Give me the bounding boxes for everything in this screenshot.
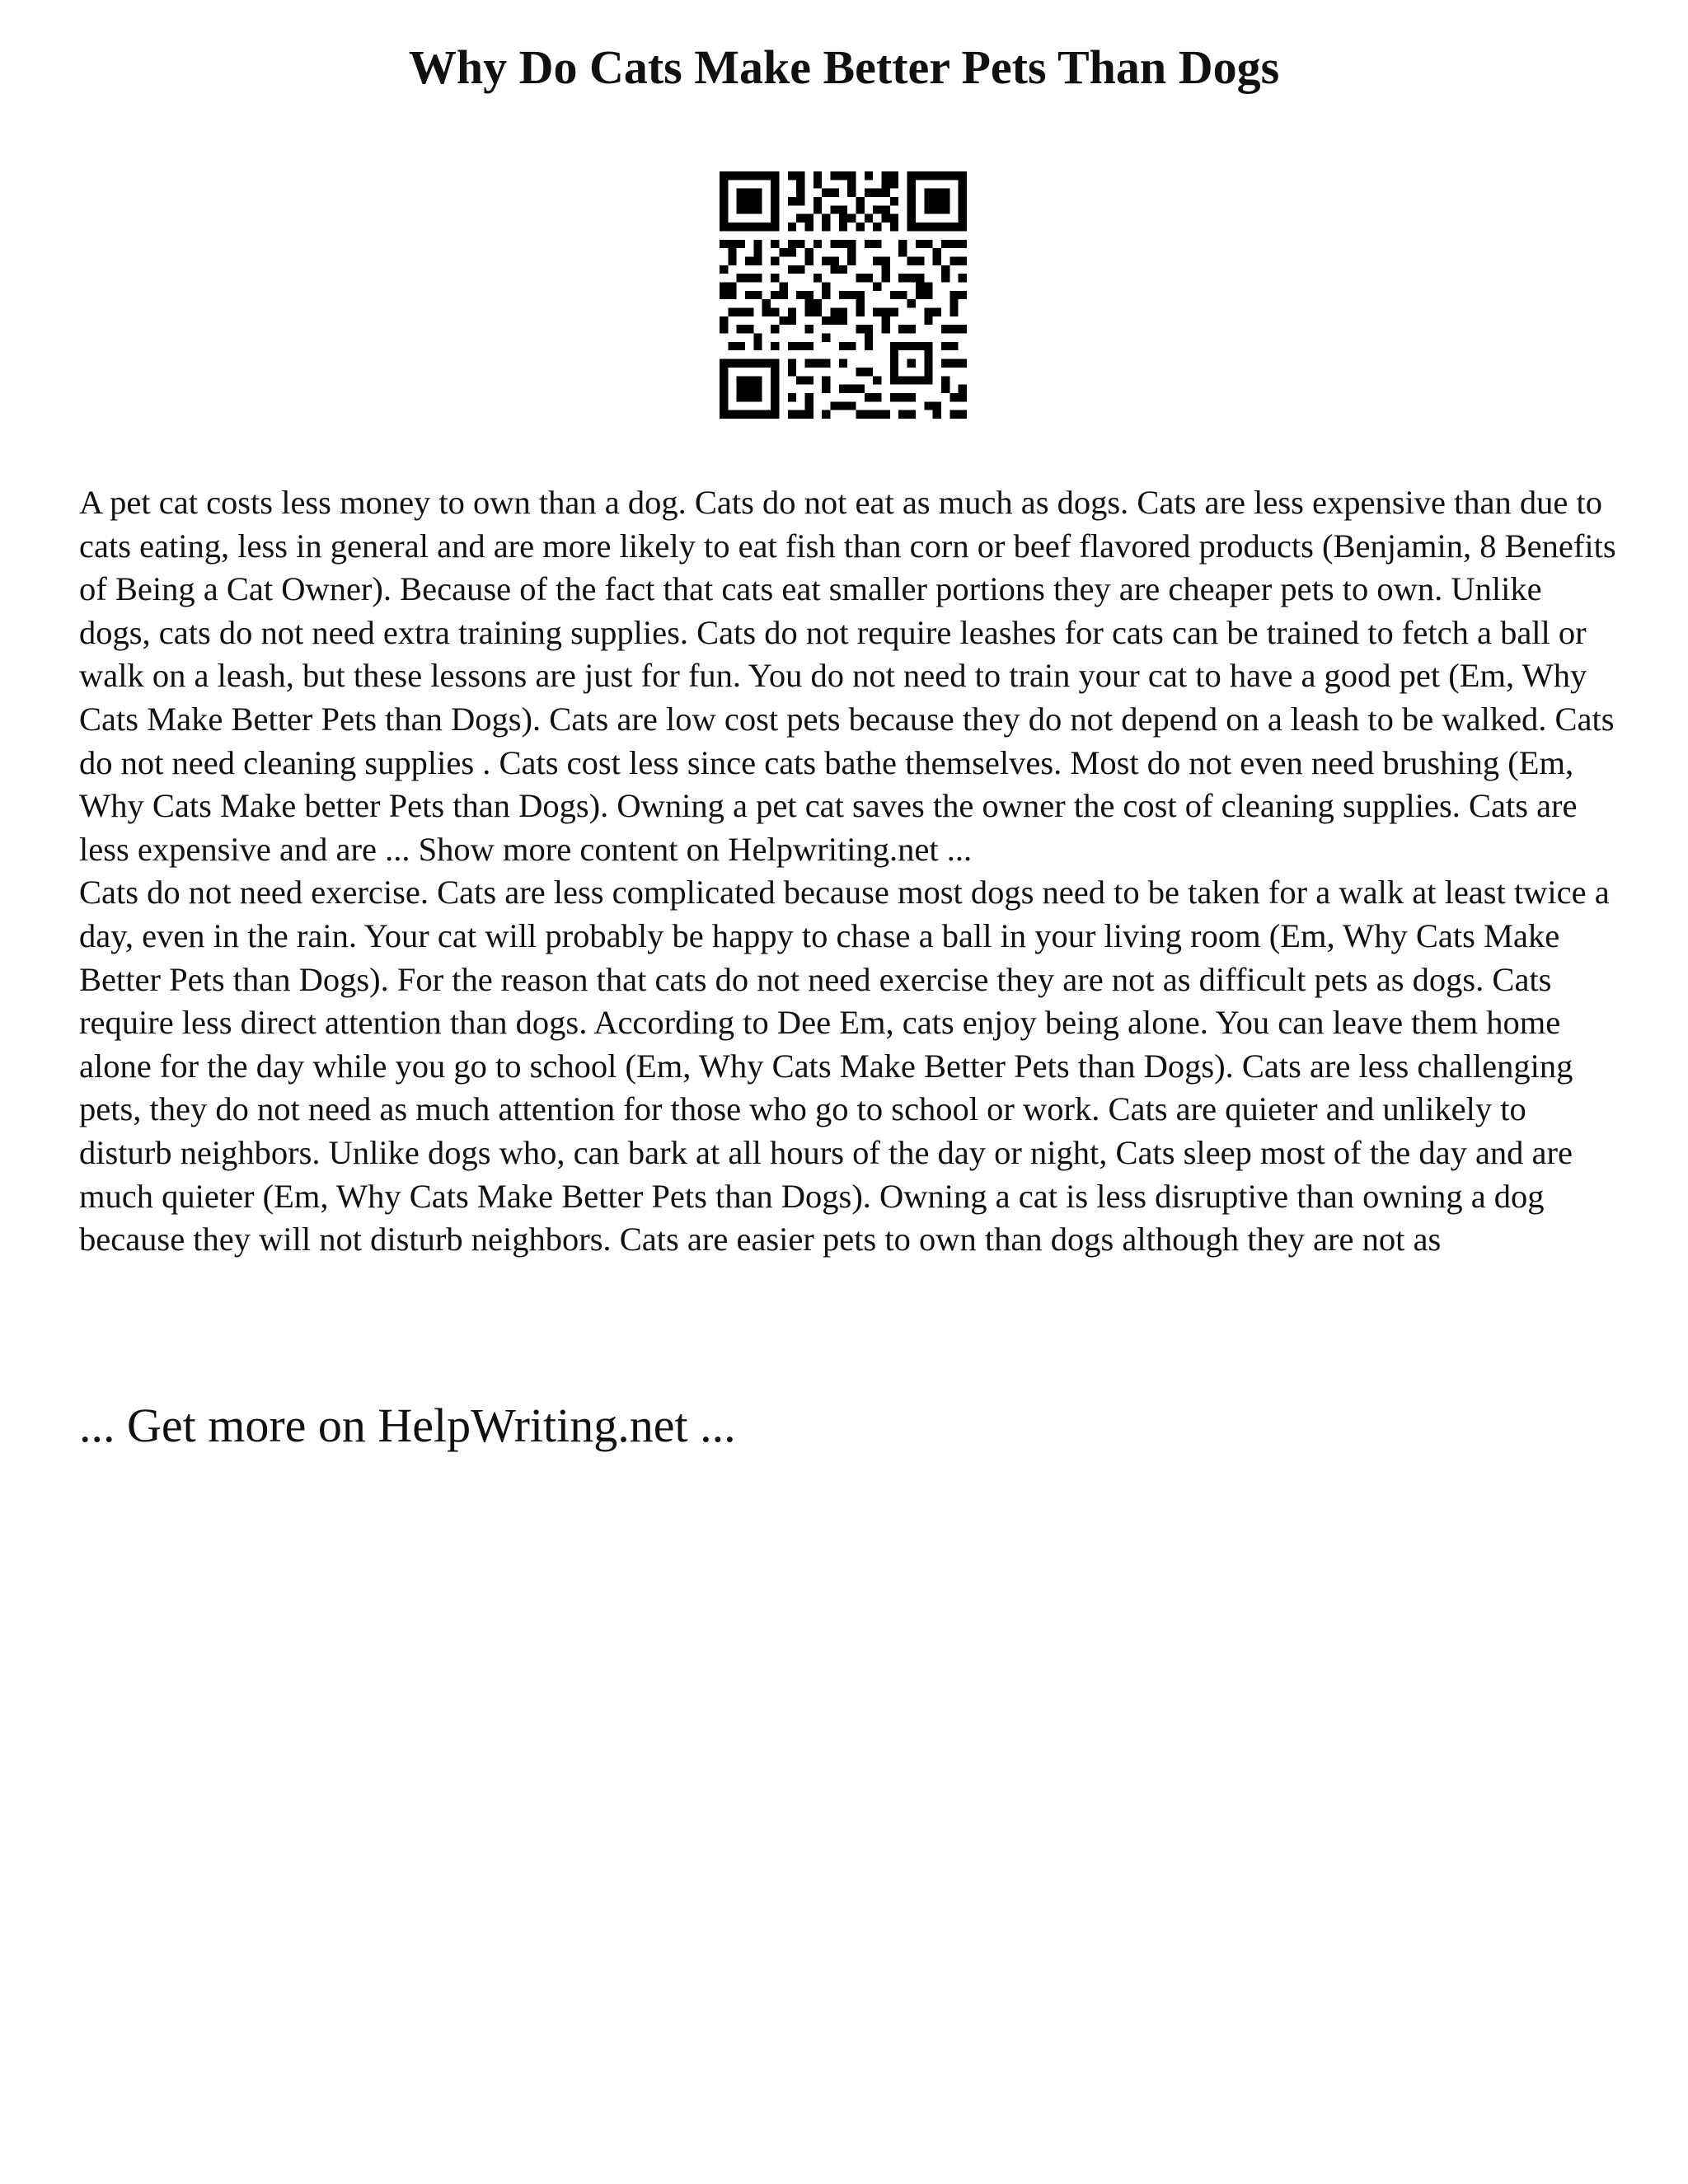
qr-code-icon bbox=[720, 171, 967, 419]
qr-code-graphic bbox=[720, 171, 967, 419]
page-title: Why Do Cats Make Better Pets Than Dogs bbox=[408, 40, 1280, 94]
article-body bbox=[79, 481, 1620, 1262]
get-more-link[interactable]: ... Get more on HelpWriting.net ... bbox=[79, 1399, 736, 1452]
article-paragraph-2: Cats do not need exercise. Cats are less complicated because most dogs need to be taken for a walk at least twice a day, even in the rain. Your cat will probably be happy to chase a ball in your living room (Em, Why Cats Make Better Pets than Dogs). For the reason that cats do not need exercise they are not as difficult pets as dogs. Cats require less direct attention than dogs. According to Dee Em, cats enjoy being alone. You can leave them home alone for the day while you go to school (Em, Why Cats Make Better Pets than Dogs). Cats are less challenging pets, they do not need as much attention for those who go to school or work. Cats are quieter and unlikely to disturb neighbors. Unlike dogs who, can bark at all hours of the day or night, Cats sleep most of the day and are much quieter (Em, Why Cats Make Better Pets than Dogs). Owning a cat is less disruptive than owning a dog because they will not disturb neighbors. Cats are easier pets to own than dogs although they are not as bbox=[79, 874, 1610, 1258]
article-paragraph-1: A pet cat costs less money to own than a dog. Cats do not eat as much as dogs. Cats are less expensive than due to cats eating, less in general and are more likely to eat fish than corn or beef flavored products (Benjamin, 8 Benefits of Being a Cat Owner). Because of the fact that cats eat smaller portions they are cheaper pets to own. Unlike dogs, cats do not need extra training supplies. Cats do not require leashes for cats can be trained to fetch a ball or walk on a leash, but these lessons are just for fun. You do not need to train your cat to have a good pet (Em, Why Cats Make Better Pets than Dogs). Cats are low cost pets because they do not depend on a leash to be walked. Cats do not need cleaning supplies . Cats cost less since cats bathe themselves. Most do not even need brushing (Em, Why Cats Make better Pets than Dogs). Owning a pet cat saves the owner the cost of cleaning supplies. Cats are less expensive and are ... Show more content on Helpwriting.net ... bbox=[79, 484, 1616, 868]
